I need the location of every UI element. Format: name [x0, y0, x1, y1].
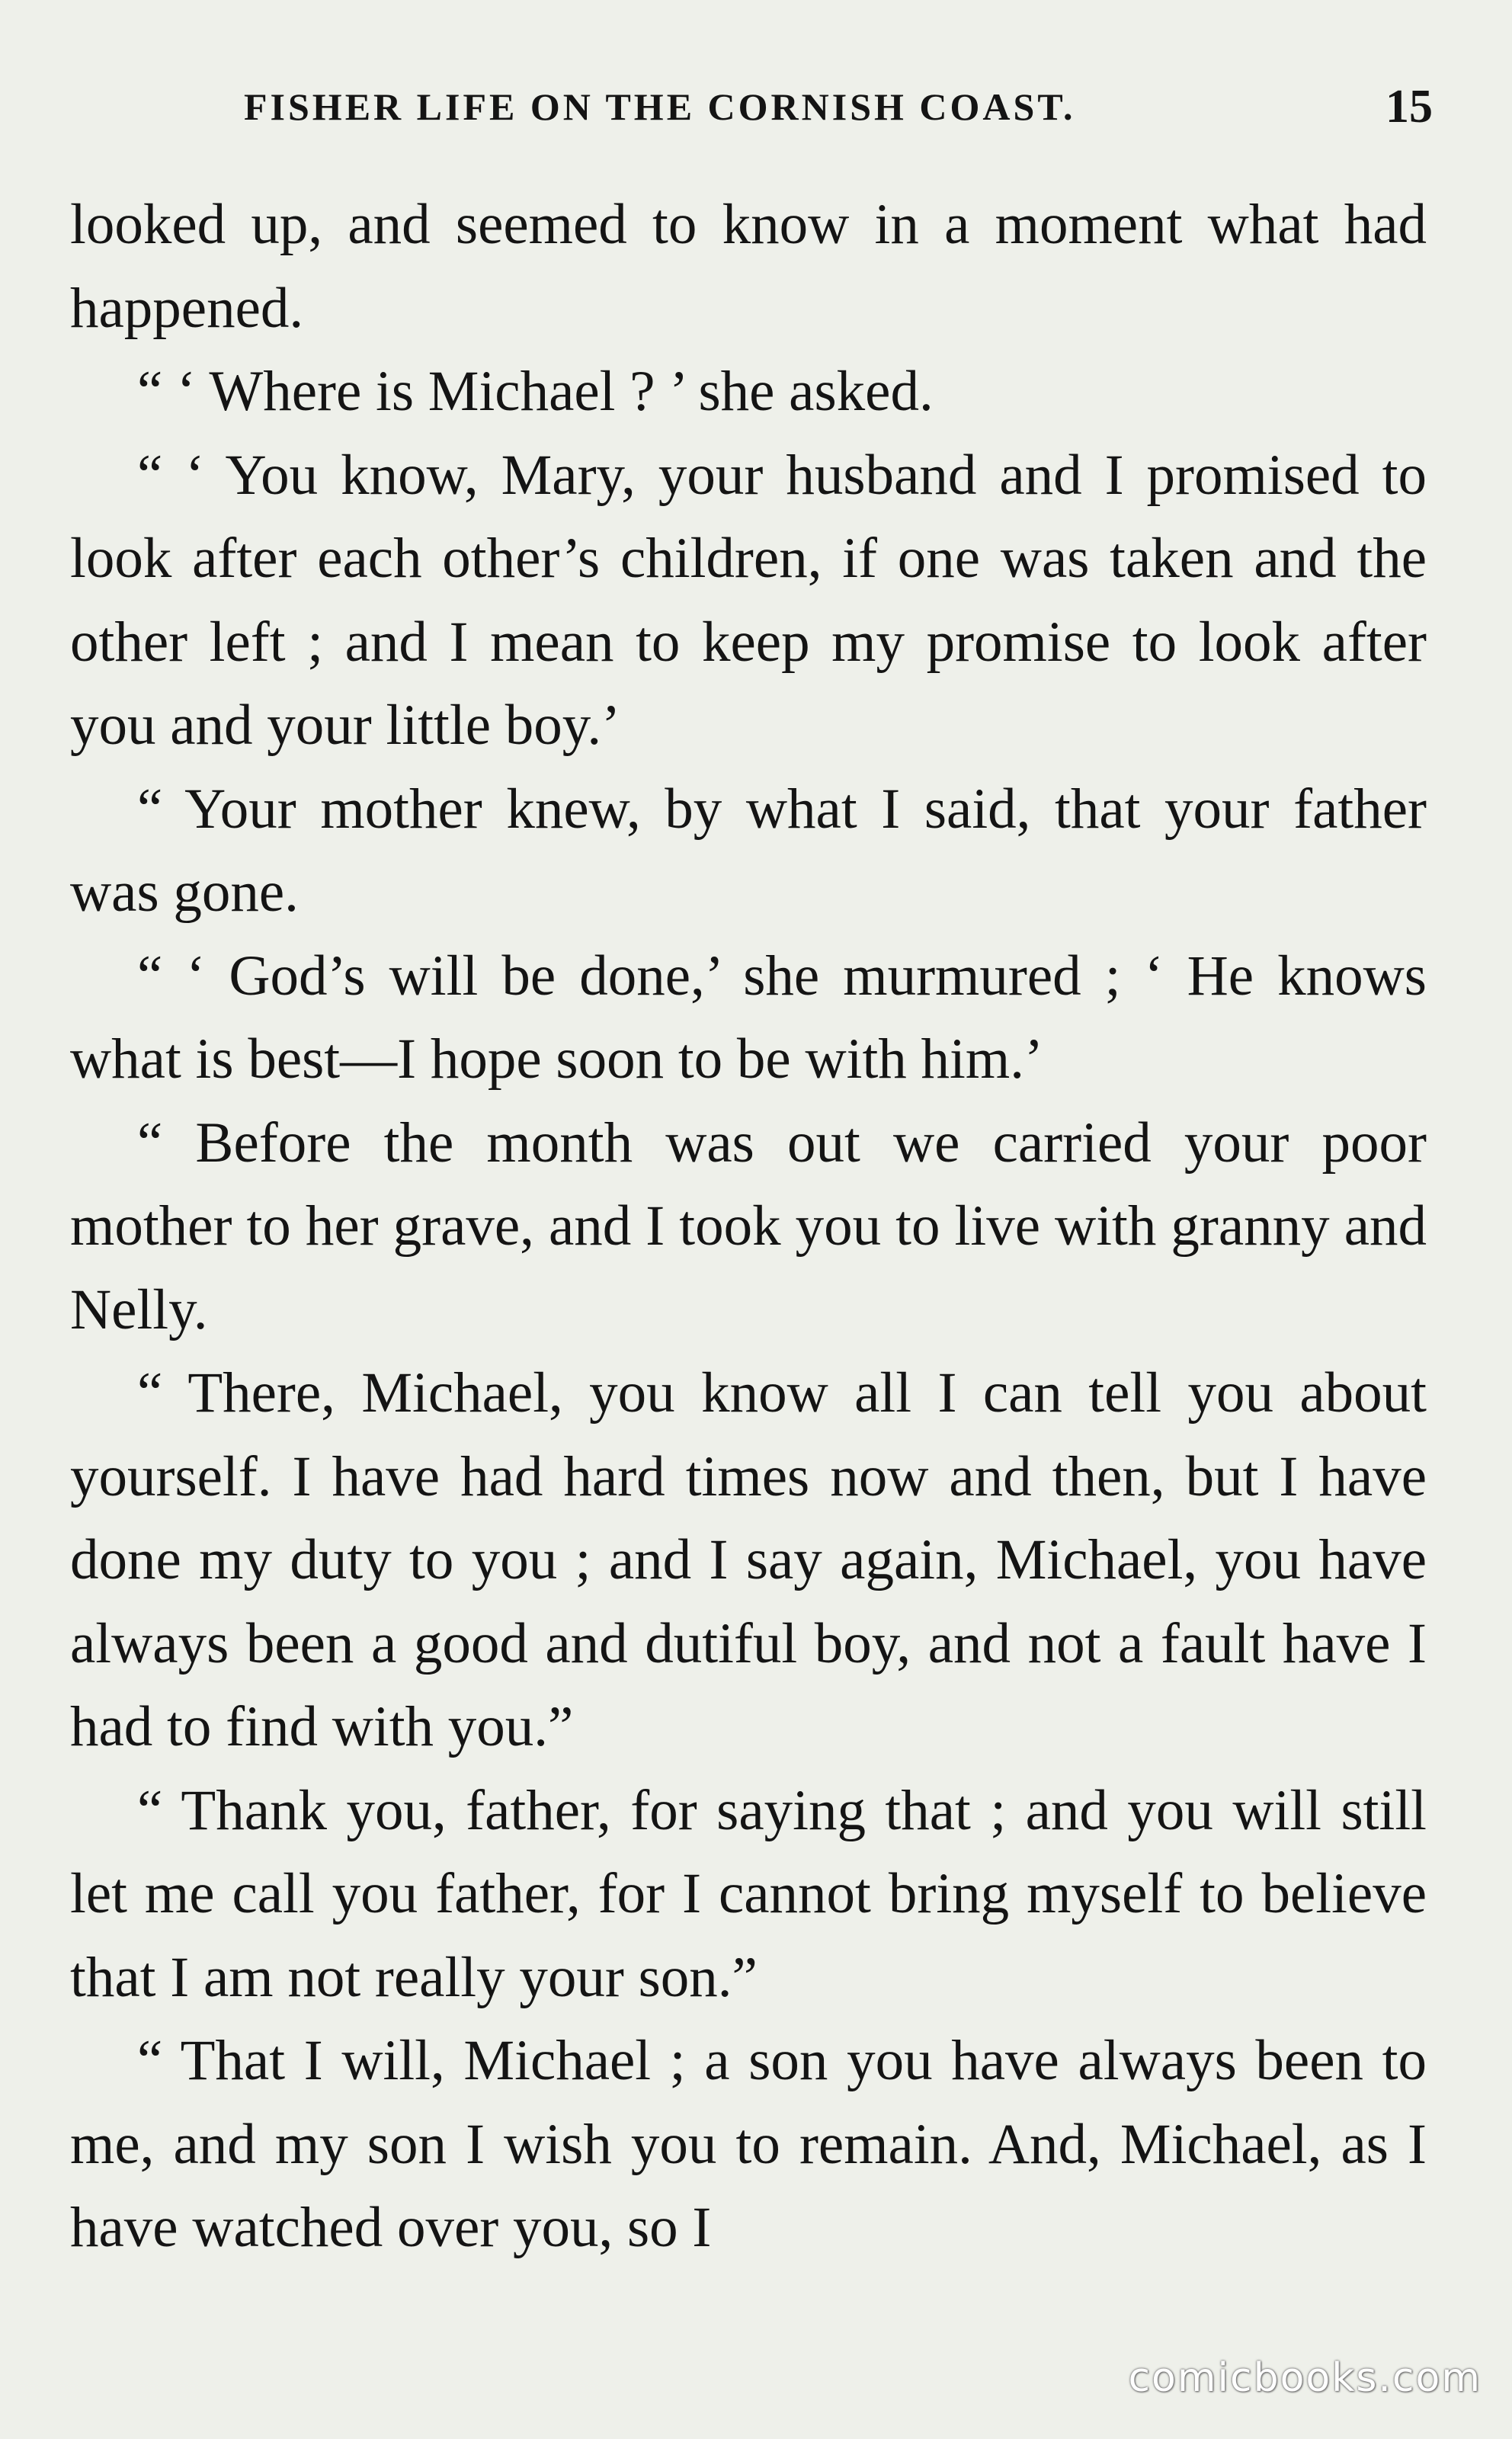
paragraph-2: “ ‘ Where is Michael ? ’ she asked. [137, 360, 934, 423]
paragraph-3: “ ‘ You know, Mary, your husband and I promised to look after each other’s children, if one was taken and the other left ; and I mean to keep my promise to look after you and your little boy.’ [70, 443, 1427, 757]
paragraph-8: “ Thank you, father, for saying that ; and you will still let me call you father, for I cannot bring myself to believe that I am not really your son.” [70, 1778, 1427, 2009]
page-number: 15 [1385, 81, 1433, 133]
paragraph-6: “ Before the month was out we carried your poor mother to her grave, and I took you to live with granny and Nelly. [70, 1111, 1427, 1341]
running-head [244, 76, 1433, 137]
watermark: comicbooks.com [1128, 2355, 1482, 2401]
paragraph-1: looked up, and seemed to know in a moment what had happened. [70, 193, 1427, 340]
paragraph-4: “ Your mother knew, by what I said, that your father was gone. [70, 777, 1427, 924]
paragraph-9: “ That I will, Michael ; a son you have always been to me, and my son I wish you to remain. And, Michael, as I have watched over you, so I [70, 2029, 1427, 2259]
paragraph-5: “ ‘ God’s will be done,’ she murmured ; ‘ He knows what is best—I hope soon to be with him.’ [70, 944, 1427, 1091]
paragraph-7: “ There, Michael, you know all I can tell you about yourself. I have had hard times now and then, but I have done my duty to you ; and I say again, Michael, you have always been a good and dutiful boy, and not a fault have I had to find with you.” [70, 1361, 1427, 1758]
body-text [70, 183, 1427, 2270]
running-title: FISHER LIFE ON THE CORNISH COAST. [244, 85, 1076, 128]
